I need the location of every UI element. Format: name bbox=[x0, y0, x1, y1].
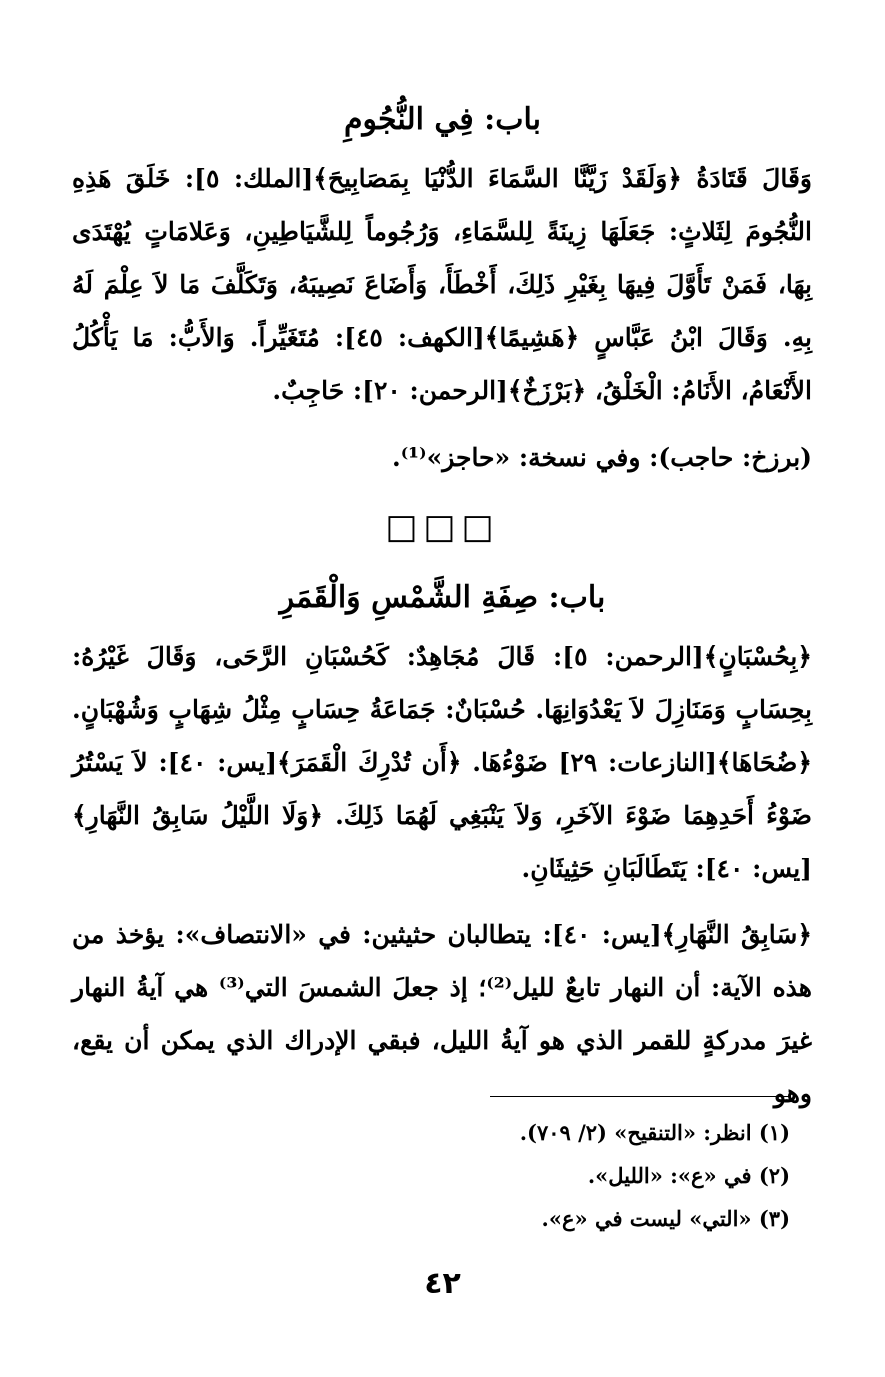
section-separator: □□□ bbox=[385, 507, 500, 547]
page-number: ٤٢ bbox=[424, 1266, 461, 1301]
chapter-heading-stars: باب: فِي النُّجُومِ bbox=[343, 102, 541, 137]
paragraph-sun-moon: ﴿بِحُسْبَانٍ﴾[الرحمن: ٥]: قَالَ مُجَاهِدٌ: كَحُسْبَانِ الرَّحَى، وَقَالَ غَيْرُهُ: بِحِسَابٍ وَمَنَازِلَ لاَ يَعْدُوَانِهَا. حُسْبَانٌ: جَمَاعَةُ حِسَابٍ مِثْلُ شِهَابٍ وَشُهْبَانٍ. ﴿ضُحَاهَا﴾[النازعات: ٢٩] ضَوْءُهَا. ﴿أَن تُدْرِكَ الْقَمَرَ﴾[يس: ٤٠]: لاَ يَسْتُرُ ضَوْءُ أَحَدِهِمَا ضَوْءَ الآخَرِ، وَلاَ يَنْبَغِي لَهُمَا ذَلِكَ. ﴿وَلَا اللَّيْلُ سَابِقُ النَّهَارِ﴾[يس: ٤٠]: يَتَطَالَبَانِ حَثِيثَانِ. bbox=[72, 642, 812, 883]
commentary-paragraph: ﴿سَابِقُ النَّهَارِ﴾[يس: ٤٠]: يتطالبان حثيثين: في «الانتصاف»: يؤخذ من هذه الآية: أن النهار تابعٌ لليل⁽²⁾؛ إذ جعلَ الشمسَ التي⁽³⁾ هي آيةُ النهار غيرَ مدركةٍ للقمر الذي هو آيةُ الليل، فبقي الإدراك الذي يمكن أن يقع، وهو bbox=[72, 920, 812, 1108]
footnote-1: (١) انظر: «التنقيح» (٢/ ٧٠٩). bbox=[519, 1120, 790, 1145]
paragraph-stars: وَقَالَ قَتَادَةُ ﴿وَلَقَدْ زَيَّنَّا السَّمَاءَ الدُّنْيَا بِمَصَابِيحَ﴾[الملك: ٥]: خَلَقَ هَذِهِ النُّجُومَ لِثَلاثٍ: جَعَلَهَا زِينَةً لِلسَّمَاءِ، وَرُجُوماً لِلشَّيَاطِينِ، وَعَلامَاتٍ يُهْتَدَى بِهَا، فَمَنْ تَأَوَّلَ فِيهَا بِغَيْرِ ذَلِكَ، أَخْطَأَ، وَأَضَاعَ نَصِيبَهُ، وَتَكَلَّفَ مَا لاَ عِلْمَ لَهُ بِهِ. وَقَالَ ابْنُ عَبَّاسٍ ﴿هَشِيمًا﴾[الكهف: ٤٥]: مُتَغَيِّراً. وَالأَبُّ: مَا يَأْكُلُ الأَنْعَامُ، الأَنَامُ: الْخَلْقُ، ﴿بَرْزَخٌ﴾[الرحمن: ٢٠]: حَاجِبٌ. bbox=[72, 164, 812, 405]
footnote-3: (٣) «التي» ليست في «ع». bbox=[541, 1206, 790, 1231]
manuscript-note: (برزخ: حاجب): وفي نسخة: «حاجز»⁽¹⁾. bbox=[392, 443, 812, 472]
footnote-2: (٢) في «ع»: «الليل». bbox=[587, 1163, 790, 1188]
chapter-heading-sun-moon: باب: صِفَةِ الشَّمْسِ وَالْقَمَرِ bbox=[279, 580, 606, 615]
footnote-divider bbox=[490, 1096, 790, 1097]
